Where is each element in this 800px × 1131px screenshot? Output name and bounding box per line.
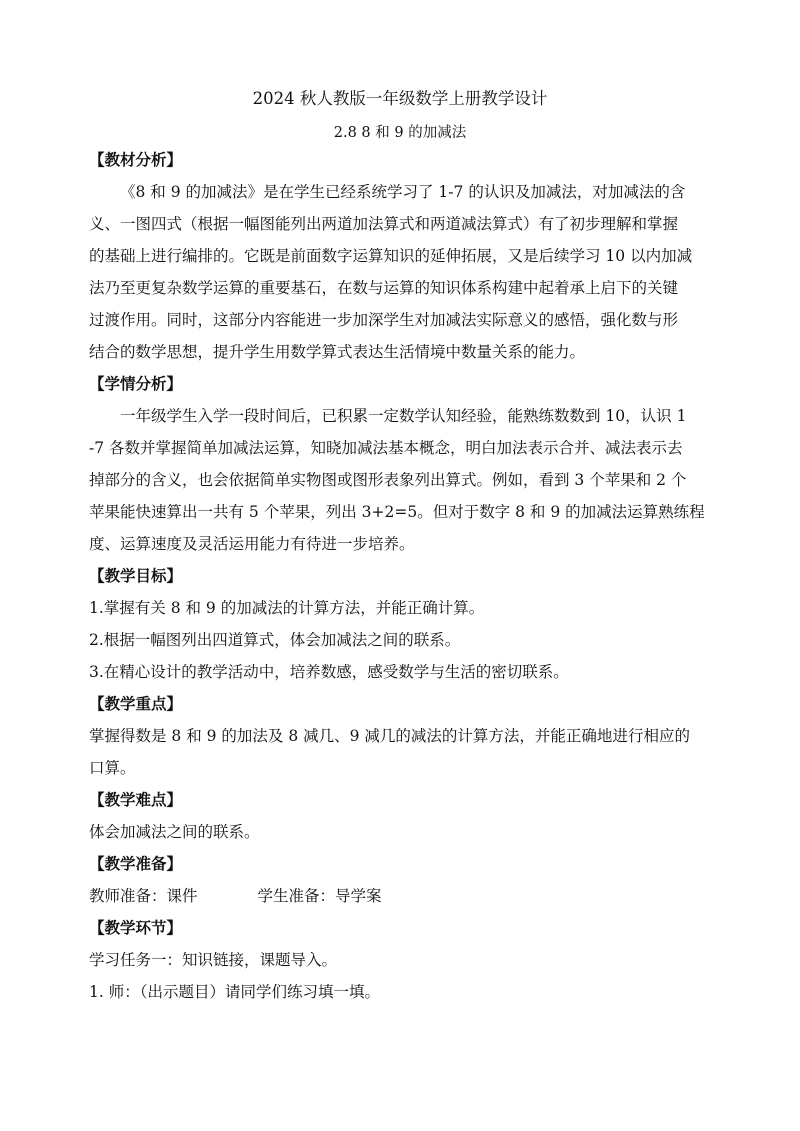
section-heading-key-points: 【教学重点】 [89, 695, 183, 713]
paragraph-line: 体会加减法之间的联系。 [89, 823, 260, 841]
preparation-line [89, 885, 382, 907]
student-preparation: 学生准备：导学案 [257, 887, 382, 905]
paragraph-line: 《8 和 9 的加减法》是在学生已经系统学习了 1-7 的认识及加减法，对加减法的含 [120, 183, 686, 201]
paragraph-line: 的基础上进行编排的。它既是前面数字运算知识的延伸拓展，又是后续学习 10 以内加减 [89, 247, 693, 265]
paragraph-line: -7 各数并掌握简单加减法运算，知晓加减法基本概念，明白加法表示合并、减法表示去 [89, 439, 683, 457]
paragraph-line: 法乃至更复杂数学运算的重要基石，在数与运算的知识体系构建中起着承上启下的关键 [89, 279, 679, 297]
paragraph-line: 苹果能快速算出一共有 5 个苹果，列出 3+2=5。但对于数字 8 和 9 的加减法运算熟练程 [89, 503, 705, 521]
section-heading-teaching-goals: 【教学目标】 [89, 567, 183, 585]
section-heading-textbook-analysis: 【教材分析】 [89, 151, 183, 169]
section-heading-preparation: 【教学准备】 [89, 855, 183, 873]
paragraph-line: 义、一图四式（根据一幅图能列出两道加法算式和两道减法算式）有了初步理解和掌握 [89, 215, 679, 233]
section-heading-difficulties: 【教学难点】 [89, 791, 183, 809]
paragraph-line: 学习任务一：知识链接，课题导入。 [89, 951, 338, 969]
document-title: 2024 秋人教版一年级数学上册教学设计 [252, 89, 548, 108]
section-heading-teaching-process: 【教学环节】 [89, 919, 183, 937]
lesson-subtitle: 2.8 8 和 9 的加减法 [333, 125, 467, 141]
paragraph-line: 掌握得数是 8 和 9 的加法及 8 减几、9 减几的减法的计算方法，并能正确地进行相应的 [89, 727, 690, 745]
paragraph-line: 一年级学生入学一段时间后，已积累一定数学认知经验，能熟练数数到 10，认识 1 [120, 407, 687, 425]
paragraph-line: 过渡作用。同时，这部分内容能进一步加深学生对加减法实际意义的感悟，强化数与形 [89, 311, 679, 329]
paragraph-line: 掉部分的含义，也会依据简单实物图或图形表象列出算式。例如，看到 3 个苹果和 2 个 [89, 471, 687, 489]
goal-item: 3.在精心设计的教学活动中，培养数感，感受数学与生活的密切联系。 [89, 663, 569, 681]
goal-item: 2.根据一幅图列出四道算式，体会加减法之间的联系。 [89, 631, 461, 649]
goal-item: 1.掌握有关 8 和 9 的加减法的计算方法，并能正确计算。 [89, 599, 485, 617]
paragraph-line: 结合的数学思想，提升学生用数学算式表达生活情境中数量关系的能力。 [89, 343, 586, 361]
paragraph-line: 口算。 [89, 759, 136, 777]
paragraph-line: 度、运算速度及灵活运用能力有待进一步培养。 [89, 535, 415, 553]
section-heading-student-analysis: 【学情分析】 [89, 375, 183, 393]
paragraph-line: 1. 师：（出示题目）请同学们练习填一填。 [89, 983, 380, 1001]
teacher-preparation: 教师准备：课件 [89, 887, 198, 905]
